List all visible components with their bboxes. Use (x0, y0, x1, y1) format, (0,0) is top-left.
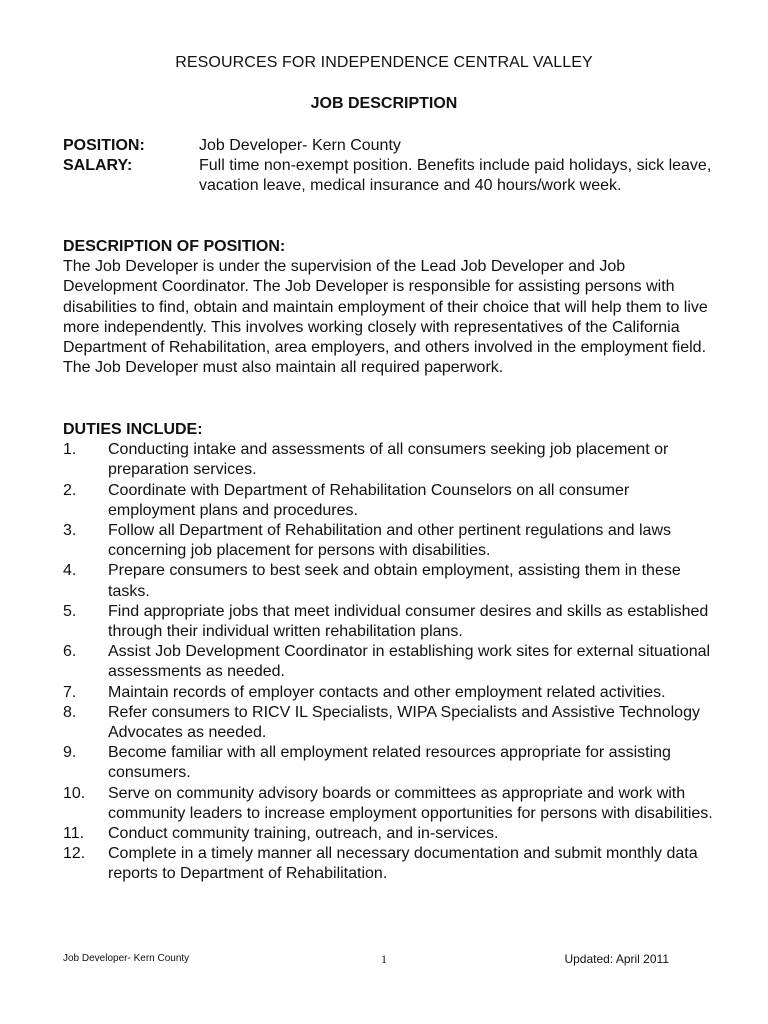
duty-item (63, 521, 723, 561)
duties-list (63, 440, 723, 884)
description-body: The Job Developer is under the supervision of the Lead Job Developer and Job Development Coordinator. The Job Developer is responsible for assisting persons with disabilities to find, obtain and maintain employment of their choice that will help them to live more independently. This involves working closely with representatives of the California Department of Rehabilitation, area employers, and others involved in the employment field. The Job Developer must also maintain all required paperwork. (63, 258, 708, 377)
duty-number: 6. (63, 643, 77, 661)
duty-text: Conduct community training, outreach, and in-services. (108, 825, 499, 843)
position-fields (63, 136, 723, 197)
duty-text: Coordinate with Department of Rehabilitation Counselors on all consumer employment plans and procedures. (108, 481, 630, 519)
footer-updated-date: Updated: April 2011 (564, 952, 669, 966)
duty-item (63, 683, 723, 703)
description-section (63, 237, 723, 378)
duty-item (63, 440, 723, 480)
field-value: Job Developer- Kern County (199, 137, 401, 154)
duty-text: Follow all Department of Rehabilitation and other pertinent regulations and laws concerning job placement for persons with disabilities. (108, 522, 671, 560)
duty-item (63, 844, 723, 884)
duty-number: 11. (63, 825, 85, 843)
duty-number: 4. (63, 562, 77, 580)
duty-item (63, 824, 723, 844)
duty-number: 1. (63, 441, 77, 459)
duty-item (63, 703, 723, 743)
duty-item (63, 784, 723, 824)
field-label: POSITION: (63, 137, 145, 154)
duty-number: 2. (63, 481, 77, 499)
duty-item (63, 642, 723, 682)
duty-text: Maintain records of employer contacts and other employment related activities. (108, 683, 666, 701)
field-value: Full time non-exempt position. Benefits include paid holidays, sick leave, vacation leave, medical insurance and 40 hours/work week. (199, 157, 712, 195)
organization-title: RESOURCES FOR INDEPENDENCE CENTRAL VALLEY (175, 54, 593, 71)
duty-number: 5. (63, 602, 77, 620)
duty-text: Prepare consumers to best seek and obtain employment, assisting them in these tasks. (108, 562, 681, 600)
duties-section (63, 420, 723, 885)
duty-number: 3. (63, 522, 77, 540)
duty-number: 8. (63, 703, 77, 721)
footer-page-number: 1 (381, 952, 387, 966)
duty-number: 10. (63, 784, 86, 802)
duty-item (63, 743, 723, 783)
duty-number: 12. (63, 845, 86, 863)
footer-document-name: Job Developer- Kern County (63, 953, 190, 964)
page-footer (63, 952, 673, 968)
document-title: JOB DESCRIPTION (310, 95, 458, 112)
duty-text: Find appropriate jobs that meet individual consumer desires and skills as established through their individual written rehabilitation plans. (108, 602, 709, 641)
section-heading: DUTIES INCLUDE: (63, 421, 203, 438)
duty-text: Refer consumers to RICV IL Specialists, WIPA Specialists and Assistive Technology Advocates as needed. (108, 703, 700, 742)
section-heading: DESCRIPTION OF POSITION: (63, 238, 286, 255)
duty-number: 7. (63, 683, 77, 701)
duty-text: Assist Job Development Coordinator in establishing work sites for external situational assessments as needed. (108, 643, 711, 681)
duty-text: Become familiar with all employment related resources appropriate for assisting consumers. (108, 744, 671, 782)
duty-item (63, 602, 723, 642)
duty-item (63, 481, 723, 521)
duty-text: Complete in a timely manner all necessary documentation and submit monthly data reports to Department of Rehabilitation. (108, 845, 698, 883)
duty-item (63, 561, 723, 601)
duty-text: Conducting intake and assessments of all consumers seeking job placement or preparation services. (108, 441, 669, 479)
field-label: SALARY: (63, 157, 133, 175)
duty-text: Serve on community advisory boards or committees as appropriate and work with community leaders to increase employment opportunities for persons with disabilities. (108, 784, 713, 822)
duty-number: 9. (63, 744, 77, 762)
field-row-position (63, 136, 723, 156)
field-row-salary (63, 156, 723, 196)
